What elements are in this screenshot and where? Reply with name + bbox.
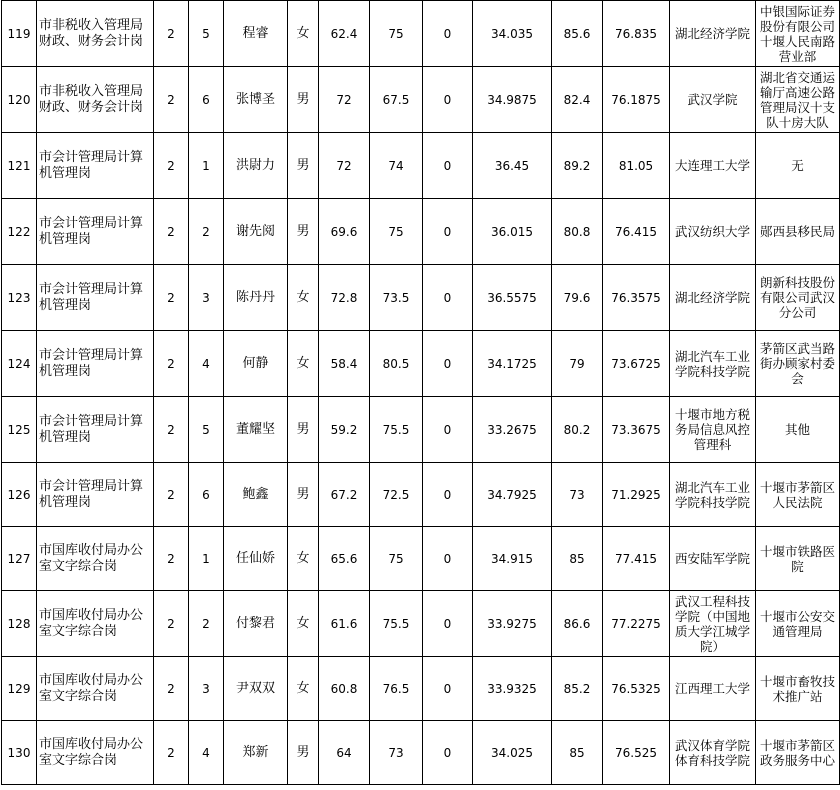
total-score-cell: 76.835 bbox=[603, 1, 670, 67]
employer-cell: 十堰市茅箭区人民法院 bbox=[756, 463, 840, 527]
employer-cell: 十堰市公安交通管理局 bbox=[756, 591, 840, 657]
rank-cell: 1 bbox=[189, 133, 224, 199]
interview-score-cell: 75.5 bbox=[370, 591, 423, 657]
row-number-cell: 126 bbox=[2, 463, 37, 527]
gender-cell: 女 bbox=[288, 265, 319, 331]
interview-score-cell: 75 bbox=[370, 527, 423, 591]
weighted-score-cell: 34.035 bbox=[473, 1, 552, 67]
total-score-cell: 73.3675 bbox=[603, 397, 670, 463]
row-number-cell: 120 bbox=[2, 67, 37, 133]
weighted-score-cell: 33.9325 bbox=[473, 657, 552, 721]
bonus-points-cell: 0 bbox=[423, 657, 473, 721]
school-cell: 武汉学院 bbox=[670, 67, 756, 133]
candidate-name-cell: 董耀坚 bbox=[224, 397, 288, 463]
rank-cell: 3 bbox=[189, 657, 224, 721]
skill-score-cell: 85.6 bbox=[552, 1, 603, 67]
school-cell: 武汉工程科技学院（中国地质大学江城学院） bbox=[670, 591, 756, 657]
position-name-cell: 市会计管理局计算机管理岗 bbox=[37, 199, 154, 265]
table-row bbox=[2, 67, 840, 133]
interview-score-cell: 75 bbox=[370, 1, 423, 67]
position-name-cell: 市会计管理局计算机管理岗 bbox=[37, 331, 154, 397]
total-score-cell: 77.2275 bbox=[603, 591, 670, 657]
total-score-cell: 71.2925 bbox=[603, 463, 670, 527]
employer-cell: 茅箭区武当路街办顾家村委会 bbox=[756, 331, 840, 397]
candidate-name-cell: 张博圣 bbox=[224, 67, 288, 133]
table-row bbox=[2, 721, 840, 785]
interview-score-cell: 72.5 bbox=[370, 463, 423, 527]
employer-cell: 郧西县移民局 bbox=[756, 199, 840, 265]
gender-cell: 男 bbox=[288, 67, 319, 133]
weighted-score-cell: 33.2675 bbox=[473, 397, 552, 463]
quota-count-cell: 2 bbox=[154, 463, 189, 527]
rank-cell: 5 bbox=[189, 1, 224, 67]
written-score-cell: 72.8 bbox=[319, 265, 370, 331]
results-table bbox=[1, 0, 840, 785]
candidate-name-cell: 何静 bbox=[224, 331, 288, 397]
total-score-cell: 73.6725 bbox=[603, 331, 670, 397]
total-score-cell: 76.5325 bbox=[603, 657, 670, 721]
school-cell: 西安陆军学院 bbox=[670, 527, 756, 591]
weighted-score-cell: 33.9275 bbox=[473, 591, 552, 657]
employer-cell: 中银国际证券股份有限公司十堰人民南路营业部 bbox=[756, 1, 840, 67]
table-row bbox=[2, 463, 840, 527]
rank-cell: 1 bbox=[189, 527, 224, 591]
interview-score-cell: 76.5 bbox=[370, 657, 423, 721]
school-cell: 湖北汽车工业学院科技学院 bbox=[670, 331, 756, 397]
gender-cell: 男 bbox=[288, 199, 319, 265]
skill-score-cell: 85 bbox=[552, 527, 603, 591]
employer-cell: 湖北省交通运输厅高速公路管理局汉十支队十房大队 bbox=[756, 67, 840, 133]
rank-cell: 6 bbox=[189, 67, 224, 133]
bonus-points-cell: 0 bbox=[423, 721, 473, 785]
gender-cell: 女 bbox=[288, 591, 319, 657]
position-name-cell: 市国库收付局办公室文字综合岗 bbox=[37, 591, 154, 657]
position-name-cell: 市会计管理局计算机管理岗 bbox=[37, 397, 154, 463]
written-score-cell: 61.6 bbox=[319, 591, 370, 657]
quota-count-cell: 2 bbox=[154, 527, 189, 591]
candidate-name-cell: 郑新 bbox=[224, 721, 288, 785]
written-score-cell: 67.2 bbox=[319, 463, 370, 527]
weighted-score-cell: 36.45 bbox=[473, 133, 552, 199]
row-number-cell: 125 bbox=[2, 397, 37, 463]
written-score-cell: 59.2 bbox=[319, 397, 370, 463]
skill-score-cell: 79 bbox=[552, 331, 603, 397]
rank-cell: 6 bbox=[189, 463, 224, 527]
quota-count-cell: 2 bbox=[154, 265, 189, 331]
row-number-cell: 129 bbox=[2, 657, 37, 721]
weighted-score-cell: 34.025 bbox=[473, 721, 552, 785]
written-score-cell: 60.8 bbox=[319, 657, 370, 721]
rank-cell: 4 bbox=[189, 331, 224, 397]
skill-score-cell: 89.2 bbox=[552, 133, 603, 199]
candidate-name-cell: 陈丹丹 bbox=[224, 265, 288, 331]
school-cell: 湖北汽车工业学院科技学院 bbox=[670, 463, 756, 527]
skill-score-cell: 73 bbox=[552, 463, 603, 527]
interview-score-cell: 75 bbox=[370, 199, 423, 265]
bonus-points-cell: 0 bbox=[423, 67, 473, 133]
row-number-cell: 130 bbox=[2, 721, 37, 785]
candidate-name-cell: 程睿 bbox=[224, 1, 288, 67]
weighted-score-cell: 34.9875 bbox=[473, 67, 552, 133]
bonus-points-cell: 0 bbox=[423, 527, 473, 591]
employer-cell: 朗新科技股份有限公司武汉分公司 bbox=[756, 265, 840, 331]
interview-score-cell: 80.5 bbox=[370, 331, 423, 397]
gender-cell: 女 bbox=[288, 331, 319, 397]
written-score-cell: 72 bbox=[319, 67, 370, 133]
weighted-score-cell: 36.015 bbox=[473, 199, 552, 265]
rank-cell: 5 bbox=[189, 397, 224, 463]
bonus-points-cell: 0 bbox=[423, 1, 473, 67]
candidate-name-cell: 任仙娇 bbox=[224, 527, 288, 591]
interview-score-cell: 73.5 bbox=[370, 265, 423, 331]
interview-score-cell: 67.5 bbox=[370, 67, 423, 133]
position-name-cell: 市会计管理局计算机管理岗 bbox=[37, 133, 154, 199]
employer-cell: 十堰市铁路医院 bbox=[756, 527, 840, 591]
candidate-name-cell: 谢先阅 bbox=[224, 199, 288, 265]
skill-score-cell: 86.6 bbox=[552, 591, 603, 657]
rank-cell: 3 bbox=[189, 265, 224, 331]
skill-score-cell: 85.2 bbox=[552, 657, 603, 721]
school-cell: 大连理工大学 bbox=[670, 133, 756, 199]
written-score-cell: 65.6 bbox=[319, 527, 370, 591]
candidate-name-cell: 尹双双 bbox=[224, 657, 288, 721]
written-score-cell: 62.4 bbox=[319, 1, 370, 67]
quota-count-cell: 2 bbox=[154, 721, 189, 785]
total-score-cell: 76.1875 bbox=[603, 67, 670, 133]
weighted-score-cell: 34.1725 bbox=[473, 331, 552, 397]
skill-score-cell: 79.6 bbox=[552, 265, 603, 331]
table-row bbox=[2, 1, 840, 67]
quota-count-cell: 2 bbox=[154, 1, 189, 67]
row-number-cell: 124 bbox=[2, 331, 37, 397]
written-score-cell: 58.4 bbox=[319, 331, 370, 397]
row-number-cell: 123 bbox=[2, 265, 37, 331]
row-number-cell: 128 bbox=[2, 591, 37, 657]
employer-cell: 十堰市茅箭区政务服务中心 bbox=[756, 721, 840, 785]
table-row bbox=[2, 527, 840, 591]
row-number-cell: 127 bbox=[2, 527, 37, 591]
bonus-points-cell: 0 bbox=[423, 397, 473, 463]
employer-cell: 十堰市畜牧技术推广站 bbox=[756, 657, 840, 721]
row-number-cell: 122 bbox=[2, 199, 37, 265]
quota-count-cell: 2 bbox=[154, 591, 189, 657]
school-cell: 武汉体育学院体育科技学院 bbox=[670, 721, 756, 785]
rank-cell: 2 bbox=[189, 591, 224, 657]
candidate-name-cell: 洪尉力 bbox=[224, 133, 288, 199]
table-row bbox=[2, 657, 840, 721]
gender-cell: 男 bbox=[288, 463, 319, 527]
employer-cell: 无 bbox=[756, 133, 840, 199]
gender-cell: 女 bbox=[288, 527, 319, 591]
school-cell: 武汉纺织大学 bbox=[670, 199, 756, 265]
position-name-cell: 市会计管理局计算机管理岗 bbox=[37, 463, 154, 527]
total-score-cell: 76.525 bbox=[603, 721, 670, 785]
quota-count-cell: 2 bbox=[154, 397, 189, 463]
gender-cell: 男 bbox=[288, 397, 319, 463]
gender-cell: 男 bbox=[288, 133, 319, 199]
quota-count-cell: 2 bbox=[154, 657, 189, 721]
total-score-cell: 81.05 bbox=[603, 133, 670, 199]
bonus-points-cell: 0 bbox=[423, 133, 473, 199]
rank-cell: 2 bbox=[189, 199, 224, 265]
weighted-score-cell: 34.7925 bbox=[473, 463, 552, 527]
table-row bbox=[2, 265, 840, 331]
school-cell: 湖北经济学院 bbox=[670, 265, 756, 331]
weighted-score-cell: 36.5575 bbox=[473, 265, 552, 331]
interview-score-cell: 73 bbox=[370, 721, 423, 785]
bonus-points-cell: 0 bbox=[423, 331, 473, 397]
position-name-cell: 市会计管理局计算机管理岗 bbox=[37, 265, 154, 331]
table-row bbox=[2, 397, 840, 463]
school-cell: 十堰市地方税务局信息风控管理科 bbox=[670, 397, 756, 463]
row-number-cell: 119 bbox=[2, 1, 37, 67]
bonus-points-cell: 0 bbox=[423, 265, 473, 331]
position-name-cell: 市非税收入管理局财政、财务会计岗 bbox=[37, 1, 154, 67]
gender-cell: 男 bbox=[288, 721, 319, 785]
skill-score-cell: 82.4 bbox=[552, 67, 603, 133]
candidate-name-cell: 鲍鑫 bbox=[224, 463, 288, 527]
written-score-cell: 72 bbox=[319, 133, 370, 199]
position-name-cell: 市国库收付局办公室文字综合岗 bbox=[37, 527, 154, 591]
quota-count-cell: 2 bbox=[154, 331, 189, 397]
school-cell: 江西理工大学 bbox=[670, 657, 756, 721]
skill-score-cell: 80.2 bbox=[552, 397, 603, 463]
total-score-cell: 77.415 bbox=[603, 527, 670, 591]
gender-cell: 女 bbox=[288, 1, 319, 67]
quota-count-cell: 2 bbox=[154, 133, 189, 199]
weighted-score-cell: 34.915 bbox=[473, 527, 552, 591]
gender-cell: 女 bbox=[288, 657, 319, 721]
written-score-cell: 69.6 bbox=[319, 199, 370, 265]
candidate-name-cell: 付黎君 bbox=[224, 591, 288, 657]
skill-score-cell: 85 bbox=[552, 721, 603, 785]
skill-score-cell: 80.8 bbox=[552, 199, 603, 265]
position-name-cell: 市非税收入管理局财政、财务会计岗 bbox=[37, 67, 154, 133]
quota-count-cell: 2 bbox=[154, 67, 189, 133]
employer-cell: 其他 bbox=[756, 397, 840, 463]
total-score-cell: 76.3575 bbox=[603, 265, 670, 331]
bonus-points-cell: 0 bbox=[423, 591, 473, 657]
position-name-cell: 市国库收付局办公室文字综合岗 bbox=[37, 657, 154, 721]
table-row bbox=[2, 133, 840, 199]
school-cell: 湖北经济学院 bbox=[670, 1, 756, 67]
interview-score-cell: 75.5 bbox=[370, 397, 423, 463]
table-row bbox=[2, 591, 840, 657]
total-score-cell: 76.415 bbox=[603, 199, 670, 265]
written-score-cell: 64 bbox=[319, 721, 370, 785]
results-table-body bbox=[2, 1, 840, 785]
position-name-cell: 市国库收付局办公室文字综合岗 bbox=[37, 721, 154, 785]
rank-cell: 4 bbox=[189, 721, 224, 785]
quota-count-cell: 2 bbox=[154, 199, 189, 265]
bonus-points-cell: 0 bbox=[423, 463, 473, 527]
table-row bbox=[2, 199, 840, 265]
bonus-points-cell: 0 bbox=[423, 199, 473, 265]
interview-score-cell: 74 bbox=[370, 133, 423, 199]
row-number-cell: 121 bbox=[2, 133, 37, 199]
table-row bbox=[2, 331, 840, 397]
